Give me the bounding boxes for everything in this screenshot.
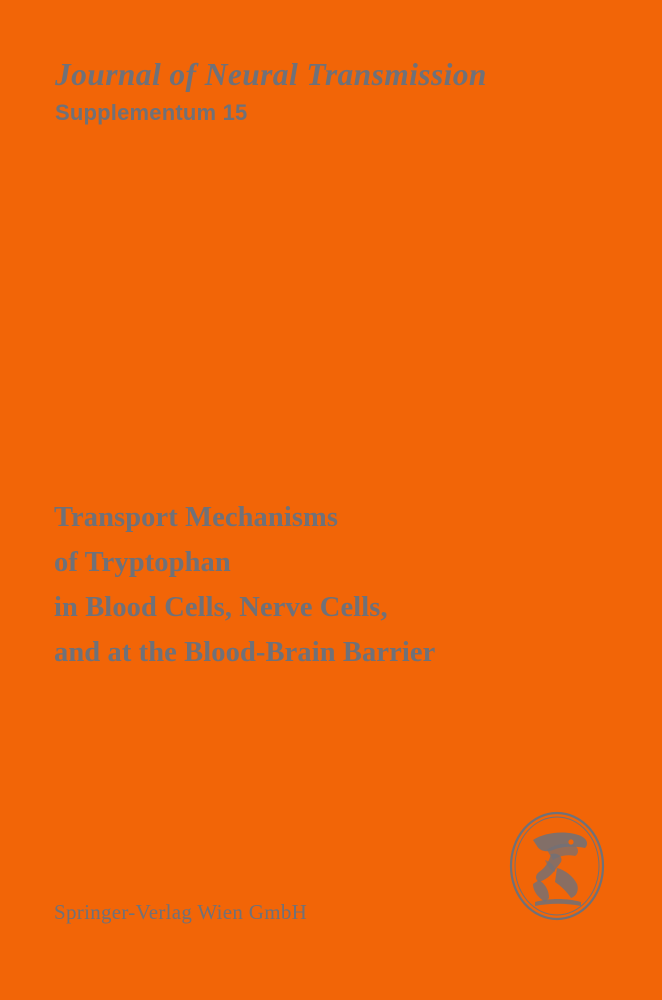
springer-knight-chess-logo-icon [505,810,610,922]
journal-title: Journal of Neural Transmission [55,57,487,92]
book-title-line: Transport Mechanisms [54,502,339,533]
book-title-line: in Blood Cells, Nerve Cells, [54,592,388,624]
supplement-number: Supplementum 15 [55,100,248,125]
publisher-name: Springer-Verlag Wien GmbH [54,900,308,924]
book-title-line: and at the Blood-Brain Barrier [54,637,436,669]
book-title-line: of Tryptophan [54,547,231,579]
page-title [54,495,634,675]
